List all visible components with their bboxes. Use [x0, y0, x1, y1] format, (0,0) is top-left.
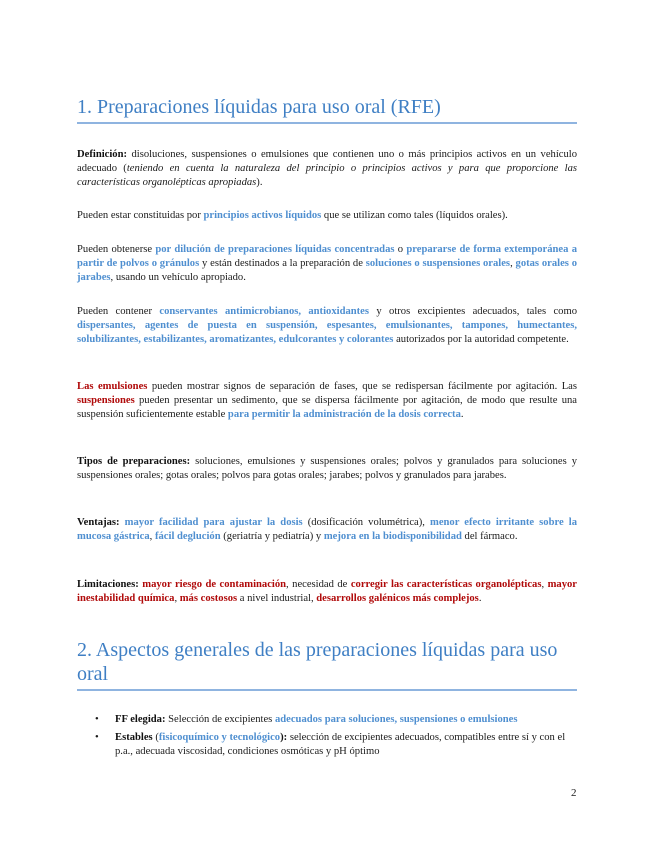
text: a nivel industrial, — [237, 593, 317, 604]
list-label: FF elegida: — [115, 714, 166, 725]
highlight: dispersantes, agentes de puesta en suspensión, espesantes, emulsionantes, tampones, humectantes, solubilizantes, estabilizantes, aromatizantes, edulcorantes y colorantes — [77, 320, 577, 345]
text: , — [149, 531, 155, 542]
paragraph-obtenerse — [77, 243, 577, 285]
text: . — [460, 409, 464, 420]
paragraph-contener — [77, 305, 577, 347]
paragraph-tipos — [77, 455, 577, 483]
bullet-icon: • — [95, 714, 99, 725]
highlight-red: corregir las características organolépticas — [350, 579, 542, 590]
list-item — [77, 731, 577, 759]
ventajas-label: Ventajas: — [77, 517, 120, 528]
text: , — [541, 579, 548, 590]
highlight: adecuados para soluciones, suspensiones o emulsiones — [274, 714, 518, 725]
text: que se utilizan como tales (líquidos orales). — [321, 210, 508, 221]
highlight: para permitir la administración de la dosis correcta — [227, 409, 461, 420]
text: Pueden obtenerse — [77, 244, 156, 255]
highlight-red: mayor riesgo de contaminación — [142, 579, 287, 590]
highlight: gotas orales o jarabes — [77, 258, 578, 283]
list-label: Estables — [115, 732, 153, 743]
highlight-red: Las emulsiones — [77, 381, 148, 392]
bullet-list — [77, 713, 577, 763]
text: autorizados por la autoridad competente. — [393, 334, 569, 345]
highlight: conservantes antimicrobianos, antioxidantes — [159, 306, 370, 317]
text: , — [510, 258, 516, 269]
text: (dosificación volumétrica), — [302, 517, 430, 528]
highlight: fácil deglución — [154, 531, 221, 542]
text: , — [174, 593, 180, 604]
definicion-label: Definición: — [77, 149, 128, 160]
definicion-text: disoluciones, suspensiones o emulsiones que contienen uno o más principios activos en un vehículo adecuado ( — [77, 149, 577, 174]
text: del fármaco. — [461, 531, 518, 542]
highlight: principios activos líquidos — [203, 210, 322, 221]
paragraph-definicion — [77, 148, 577, 190]
bullet-icon: • — [95, 732, 99, 743]
text: y otros excipientes adecuados, tales como — [369, 306, 578, 317]
page-number: 2 — [571, 787, 577, 799]
text: Pueden contener — [77, 306, 160, 317]
paragraph-limitaciones — [77, 578, 577, 606]
highlight-red: más costosos — [179, 593, 238, 604]
list-item — [77, 713, 577, 727]
text: selección de excipientes adecuados, compatibles entre sí y con el p.a., adecuada viscosidad, condiciones osmóticas y pH óptimo — [115, 732, 566, 757]
text: o — [394, 244, 407, 255]
definicion-close: ). — [256, 177, 263, 188]
text: Selección de excipientes — [165, 714, 275, 725]
text: , necesidad de — [286, 579, 351, 590]
highlight: prepararse de forma extemporánea a partir de polvos o gránulos — [77, 244, 577, 269]
paragraph-constituidas — [77, 209, 577, 223]
highlight: mayor facilidad para ajustar la dosis — [124, 517, 303, 528]
highlight: por dilución de preparaciones líquidas concentradas — [155, 244, 395, 255]
highlight-red: suspensiones — [77, 395, 135, 406]
text: ( — [152, 732, 159, 743]
highlight-red: desarrollos galénicos más complejos — [316, 593, 479, 604]
tipos-text: soluciones, emulsiones y suspensiones orales; polvos y granulados para soluciones y suspensiones orales; gotas orales; polvos para gotas orales; jarabes; polvos y granulados para jarabes. — [77, 456, 578, 481]
section-heading-2: 2. Aspectos generales de las preparaciones líquidas para uso oral — [77, 638, 577, 691]
paragraph-ventajas — [77, 516, 577, 544]
highlight-red: mayor inestabilidad química — [77, 579, 577, 604]
text: pueden mostrar signos de separación de fases, que se redispersan fácilmente por agitación. Las — [147, 381, 577, 392]
text: Pueden estar constituidas por — [77, 210, 204, 221]
text: ): — [280, 732, 288, 743]
text: pueden presentar un sedimento, que se dispersa fácilmente por agitación, de modo que resulte una suspensión suficientemente estable — [77, 395, 577, 420]
definicion-italic: teniendo en cuenta la naturaleza del principio o principios activos y para que proporcione las características organolépticas apropiadas — [77, 163, 578, 188]
highlight: fisicoquímico y tecnológico — [158, 732, 281, 743]
tipos-label: Tipos de preparaciones: — [77, 456, 191, 467]
paragraph-emulsiones — [77, 380, 577, 422]
highlight: menor efecto irritante sobre la mucosa gástrica — [77, 517, 577, 542]
text: (geriatría y pediatría) y — [220, 531, 324, 542]
text: , usando un vehículo apropiado. — [110, 272, 246, 283]
text: y están destinados a la preparación de — [199, 258, 366, 269]
highlight: mejora en la biodisponibilidad — [323, 531, 462, 542]
limitaciones-label: Limitaciones: — [77, 579, 139, 590]
text: . — [478, 593, 482, 604]
section-heading-1: 1. Preparaciones líquidas para uso oral (RFE) — [77, 95, 577, 124]
highlight: soluciones o suspensiones orales — [365, 258, 511, 269]
